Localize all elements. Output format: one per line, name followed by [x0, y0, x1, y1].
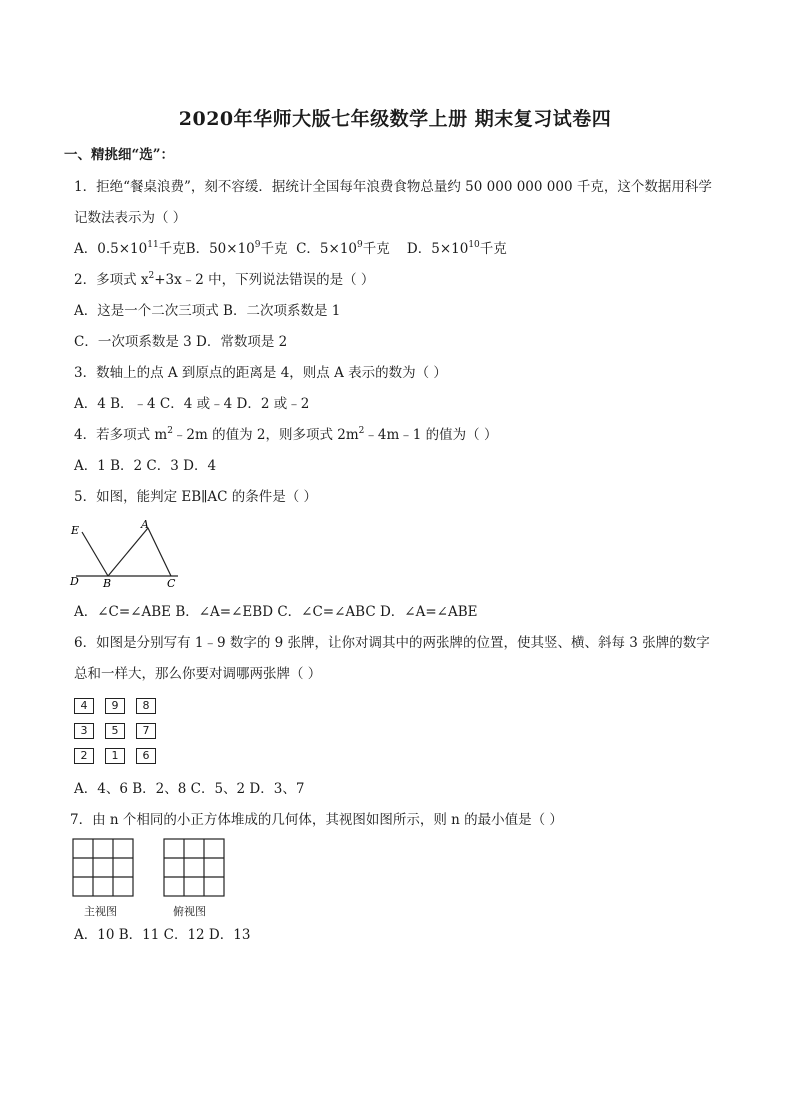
card-cell: 2 [74, 748, 94, 764]
card-cell: 9 [105, 698, 125, 714]
label-c: C [167, 577, 176, 590]
card-cell: 8 [136, 698, 156, 714]
label-d: D [70, 575, 79, 588]
q6-options: A．4、6 B．2、8 C．5、2 D．3、7 [74, 781, 305, 797]
card-cell: 4 [74, 698, 94, 714]
front-view-grid [73, 839, 133, 896]
q1-options [74, 240, 507, 258]
card-cell: 1 [105, 748, 125, 764]
q3-stem: 3．数轴上的点 A 到原点的距离是 4，则点 A 表示的数为（ ） [74, 365, 447, 381]
q3-options: A．4 B．﹣4 C．4 或﹣4 D．2 或﹣2 [74, 396, 310, 412]
section-heading: 一、精挑细“选”： [64, 147, 175, 163]
q4-options: A．1 B．2 C．3 D．4 [74, 458, 217, 474]
segment-ac [148, 528, 171, 576]
q2-options-row1: A．这是一个二次三项式 B．二次项系数是 1 [74, 303, 341, 319]
q1-option-c: C．$5\times 10^9$千克 [296, 240, 390, 257]
q5-options: A．∠C=∠ABE B．∠A=∠EBD C．∠C=∠ABC D．∠A=∠ABE [74, 604, 478, 620]
q4-stem: 4．若多项式 $m^2﹣2m$ 的值为 2，则多项式 $2m^2﹣4m﹣1$ 的值为（ ） [74, 426, 498, 443]
q1-stem-line1: 1．拒绝“餐桌浪费”，刻不容缓．据统计全国每年浪费食物总量约 50 000 000 000 千克，这个数据用科学 [74, 179, 712, 195]
segment-eb [82, 532, 108, 576]
q7-options: A．10 B．11 C．12 D．13 [74, 927, 251, 943]
label-e: E [71, 524, 80, 537]
q1-option-d: D．$5\times 10^{10}$千克 [406, 240, 507, 257]
card-cell: 5 [105, 723, 125, 739]
q5-stem: 5．如图，能判定 EB∥AC 的条件是（ ） [74, 489, 318, 505]
q5-geometry-figure [66, 516, 186, 590]
label-a: A [141, 518, 149, 531]
q7-stem: 7．由 n 个相同的小正方体堆成的几何体，其视图如图所示，则 n 的最小值是（ ） [70, 812, 563, 828]
q1-stem-line2: 记数法表示为（ ） [74, 210, 187, 226]
q2-options-row2: C．一次项系数是 3 D．常数项是 2 [74, 334, 288, 350]
q7-views-figure [72, 838, 232, 898]
q1-option-a: A．$0.5\times 10^{11}$千克 [74, 240, 186, 257]
front-view-caption: 主视图 [84, 905, 117, 918]
top-view-caption: 俯视图 [173, 905, 206, 918]
segment-ba [108, 528, 148, 576]
q6-card-grid [74, 698, 164, 768]
q6-stem-line1: 6．如图是分别写有 1﹣9 数字的 9 张牌，让你对调其中的两张牌的位置，使其竖、横、斜每 3 张牌的数字 [74, 635, 710, 651]
card-cell: 3 [74, 723, 94, 739]
card-cell: 6 [136, 748, 156, 764]
top-view-grid [164, 839, 224, 896]
q1-option-b: B．$50\times 10^9$千克 [185, 240, 288, 257]
card-cell: 7 [136, 723, 156, 739]
q6-stem-line2: 总和一样大，那么你要对调哪两张牌（ ） [74, 666, 322, 682]
label-b: B [103, 577, 112, 590]
q2-stem: 2．多项式 $x^2+3x﹣2$ 中，下列说法错误的是（ ） [74, 271, 375, 288]
page-title: 2020年华师大版七年级数学上册 期末复习试卷四 [178, 108, 612, 130]
